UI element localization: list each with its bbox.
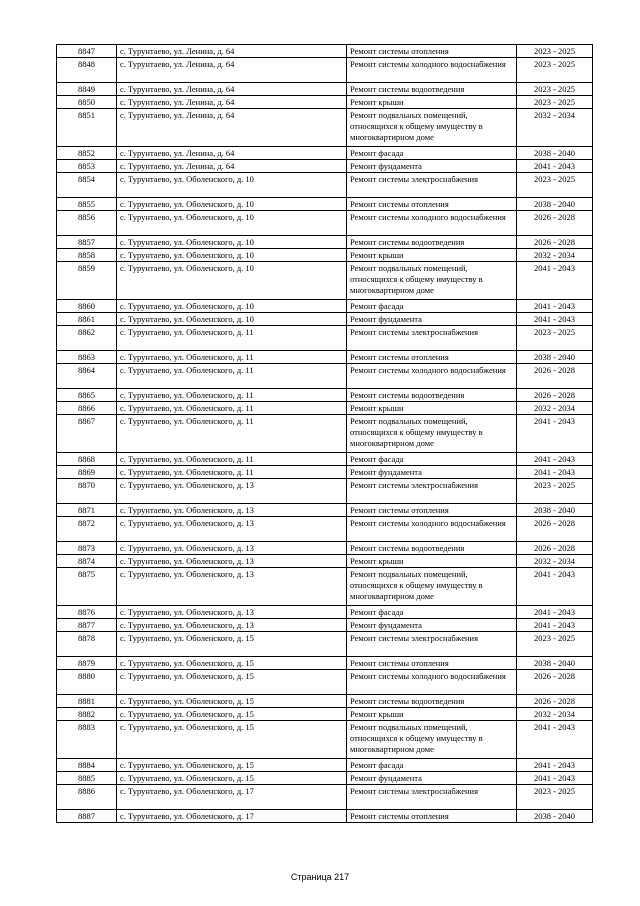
table-row <box>57 708 593 721</box>
row-number: 8854 <box>57 173 117 198</box>
period-cell: 2038 - 2040 <box>517 657 593 670</box>
table-row <box>57 364 593 389</box>
row-number: 8883 <box>57 721 117 759</box>
period-cell: 2026 - 2028 <box>517 364 593 389</box>
table-row <box>57 96 593 109</box>
row-number: 8887 <box>57 810 117 823</box>
table-row <box>57 670 593 695</box>
period-cell: 2026 - 2028 <box>517 670 593 695</box>
address-cell: с. Турунтаево, ул. Оболенского, д. 11 <box>117 364 347 389</box>
table-row <box>57 415 593 453</box>
table-row <box>57 173 593 198</box>
work-type-cell: Ремонт подвальных помещений, относящихся к общему имуществу в многоквартирном доме <box>347 721 517 759</box>
period-cell: 2023 - 2025 <box>517 326 593 351</box>
work-type-cell: Ремонт системы водоотведения <box>347 542 517 555</box>
period-cell: 2041 - 2043 <box>517 313 593 326</box>
row-number: 8855 <box>57 198 117 211</box>
row-number: 8867 <box>57 415 117 453</box>
work-type-cell: Ремонт системы отопления <box>347 657 517 670</box>
work-type-cell: Ремонт системы холодного водоснабжения <box>347 517 517 542</box>
work-type-cell: Ремонт системы холодного водоснабжения <box>347 670 517 695</box>
work-type-cell: Ремонт крыши <box>347 249 517 262</box>
address-cell: с. Турунтаево, ул. Оболенского, д. 10 <box>117 300 347 313</box>
period-cell: 2032 - 2034 <box>517 402 593 415</box>
address-cell: с. Турунтаево, ул. Оболенского, д. 10 <box>117 236 347 249</box>
period-cell: 2023 - 2025 <box>517 45 593 58</box>
work-type-cell: Ремонт крыши <box>347 96 517 109</box>
work-type-cell: Ремонт подвальных помещений, относящихся к общему имуществу в многоквартирном доме <box>347 415 517 453</box>
row-number: 8871 <box>57 504 117 517</box>
row-number: 8861 <box>57 313 117 326</box>
row-number: 8881 <box>57 695 117 708</box>
period-cell: 2041 - 2043 <box>517 568 593 606</box>
period-cell: 2026 - 2028 <box>517 211 593 236</box>
page-number: Страница 217 <box>290 872 350 882</box>
address-cell: с. Турунтаево, ул. Оболенского, д. 10 <box>117 198 347 211</box>
row-number: 8863 <box>57 351 117 364</box>
address-cell: с. Турунтаево, ул. Оболенского, д. 11 <box>117 351 347 364</box>
period-cell: 2041 - 2043 <box>517 759 593 772</box>
work-type-cell: Ремонт фасада <box>347 759 517 772</box>
address-cell: с. Турунтаево, ул. Оболенского, д. 17 <box>117 810 347 823</box>
table-row <box>57 351 593 364</box>
work-type-cell: Ремонт крыши <box>347 402 517 415</box>
table-row <box>57 542 593 555</box>
row-number: 8865 <box>57 389 117 402</box>
period-cell: 2041 - 2043 <box>517 466 593 479</box>
work-type-cell: Ремонт подвальных помещений, относящихся к общему имуществу в многоквартирном доме <box>347 109 517 147</box>
table-row <box>57 619 593 632</box>
row-number: 8878 <box>57 632 117 657</box>
address-cell: с. Турунтаево, ул. Оболенского, д. 10 <box>117 262 347 300</box>
address-cell: с. Турунтаево, ул. Оболенского, д. 13 <box>117 619 347 632</box>
address-cell: с. Турунтаево, ул. Оболенского, д. 10 <box>117 211 347 236</box>
table-row <box>57 402 593 415</box>
work-type-cell: Ремонт системы отопления <box>347 45 517 58</box>
address-cell: с. Турунтаево, ул. Оболенского, д. 11 <box>117 389 347 402</box>
period-cell: 2032 - 2034 <box>517 708 593 721</box>
work-type-cell: Ремонт крыши <box>347 708 517 721</box>
address-cell: с. Турунтаево, ул. Оболенского, д. 15 <box>117 657 347 670</box>
table-row <box>57 695 593 708</box>
address-cell: с. Турунтаево, ул. Ленина, д. 64 <box>117 109 347 147</box>
row-number: 8849 <box>57 83 117 96</box>
row-number: 8851 <box>57 109 117 147</box>
work-type-cell: Ремонт системы водоотведения <box>347 236 517 249</box>
work-type-cell: Ремонт системы водоотведения <box>347 83 517 96</box>
address-cell: с. Турунтаево, ул. Оболенского, д. 15 <box>117 670 347 695</box>
period-cell: 2032 - 2034 <box>517 555 593 568</box>
period-cell: 2038 - 2040 <box>517 504 593 517</box>
period-cell: 2038 - 2040 <box>517 198 593 211</box>
table-row <box>57 147 593 160</box>
work-type-cell: Ремонт фундамента <box>347 313 517 326</box>
work-type-cell: Ремонт фасада <box>347 300 517 313</box>
table-row <box>57 453 593 466</box>
address-cell: с. Турунтаево, ул. Оболенского, д. 15 <box>117 759 347 772</box>
work-type-cell: Ремонт фундамента <box>347 466 517 479</box>
work-type-cell: Ремонт фасада <box>347 453 517 466</box>
period-cell: 2038 - 2040 <box>517 810 593 823</box>
table-row <box>57 160 593 173</box>
address-cell: с. Турунтаево, ул. Ленина, д. 64 <box>117 45 347 58</box>
table-row <box>57 555 593 568</box>
row-number: 8858 <box>57 249 117 262</box>
address-cell: с. Турунтаево, ул. Ленина, д. 64 <box>117 58 347 83</box>
work-type-cell: Ремонт фасада <box>347 606 517 619</box>
work-type-cell: Ремонт фундамента <box>347 619 517 632</box>
table-row <box>57 326 593 351</box>
period-cell: 2026 - 2028 <box>517 389 593 402</box>
table-row <box>57 606 593 619</box>
period-cell: 2023 - 2025 <box>517 785 593 810</box>
row-number: 8859 <box>57 262 117 300</box>
work-type-cell: Ремонт системы холодного водоснабжения <box>347 211 517 236</box>
work-type-cell: Ремонт фасада <box>347 147 517 160</box>
period-cell: 2041 - 2043 <box>517 619 593 632</box>
row-number: 8879 <box>57 657 117 670</box>
period-cell: 2023 - 2025 <box>517 83 593 96</box>
work-type-cell: Ремонт системы электроснабжения <box>347 479 517 504</box>
period-cell: 2038 - 2040 <box>517 351 593 364</box>
address-cell: с. Турунтаево, ул. Оболенского, д. 10 <box>117 173 347 198</box>
table-row <box>57 58 593 83</box>
address-cell: с. Турунтаево, ул. Оболенского, д. 11 <box>117 415 347 453</box>
row-number: 8857 <box>57 236 117 249</box>
row-number: 8866 <box>57 402 117 415</box>
row-number: 8873 <box>57 542 117 555</box>
work-type-cell: Ремонт системы водоотведения <box>347 389 517 402</box>
row-number: 8864 <box>57 364 117 389</box>
address-cell: с. Турунтаево, ул. Оболенского, д. 15 <box>117 695 347 708</box>
row-number: 8847 <box>57 45 117 58</box>
row-number: 8885 <box>57 772 117 785</box>
address-cell: с. Турунтаево, ул. Оболенского, д. 13 <box>117 606 347 619</box>
table-row <box>57 657 593 670</box>
address-cell: с. Турунтаево, ул. Ленина, д. 64 <box>117 96 347 109</box>
table-row <box>57 772 593 785</box>
period-cell: 2041 - 2043 <box>517 606 593 619</box>
table-row <box>57 83 593 96</box>
row-number: 8853 <box>57 160 117 173</box>
period-cell: 2023 - 2025 <box>517 96 593 109</box>
table-row <box>57 759 593 772</box>
row-number: 8860 <box>57 300 117 313</box>
address-cell: с. Турунтаево, ул. Оболенского, д. 13 <box>117 479 347 504</box>
table-body <box>57 45 593 823</box>
table-row <box>57 211 593 236</box>
table-row <box>57 479 593 504</box>
work-type-cell: Ремонт системы отопления <box>347 351 517 364</box>
table-row <box>57 249 593 262</box>
period-cell: 2026 - 2028 <box>517 542 593 555</box>
address-cell: с. Турунтаево, ул. Ленина, д. 64 <box>117 160 347 173</box>
period-cell: 2026 - 2028 <box>517 236 593 249</box>
address-cell: с. Турунтаево, ул. Оболенского, д. 15 <box>117 721 347 759</box>
work-type-cell: Ремонт системы электроснабжения <box>347 632 517 657</box>
row-number: 8868 <box>57 453 117 466</box>
work-type-cell: Ремонт системы отопления <box>347 504 517 517</box>
work-type-cell: Ремонт системы электроснабжения <box>347 173 517 198</box>
address-cell: с. Турунтаево, ул. Оболенского, д. 13 <box>117 542 347 555</box>
address-cell: с. Турунтаево, ул. Ленина, д. 64 <box>117 83 347 96</box>
table-row <box>57 721 593 759</box>
address-cell: с. Турунтаево, ул. Оболенского, д. 11 <box>117 402 347 415</box>
row-number: 8870 <box>57 479 117 504</box>
address-cell: с. Турунтаево, ул. Оболенского, д. 15 <box>117 708 347 721</box>
table-row <box>57 236 593 249</box>
address-cell: с. Турунтаево, ул. Оболенского, д. 17 <box>117 785 347 810</box>
period-cell: 2023 - 2025 <box>517 479 593 504</box>
address-cell: с. Турунтаево, ул. Оболенского, д. 10 <box>117 313 347 326</box>
work-type-cell: Ремонт системы электроснабжения <box>347 326 517 351</box>
table-row <box>57 517 593 542</box>
row-number: 8856 <box>57 211 117 236</box>
address-cell: с. Турунтаево, ул. Оболенского, д. 13 <box>117 555 347 568</box>
address-cell: с. Турунтаево, ул. Оболенского, д. 11 <box>117 453 347 466</box>
address-cell: с. Турунтаево, ул. Оболенского, д. 13 <box>117 504 347 517</box>
period-cell: 2032 - 2034 <box>517 249 593 262</box>
address-cell: с. Турунтаево, ул. Оболенского, д. 13 <box>117 568 347 606</box>
row-number: 8876 <box>57 606 117 619</box>
period-cell: 2038 - 2040 <box>517 147 593 160</box>
period-cell: 2023 - 2025 <box>517 58 593 83</box>
period-cell: 2026 - 2028 <box>517 517 593 542</box>
row-number: 8875 <box>57 568 117 606</box>
row-number: 8882 <box>57 708 117 721</box>
address-cell: с. Турунтаево, ул. Оболенского, д. 13 <box>117 517 347 542</box>
period-cell: 2041 - 2043 <box>517 300 593 313</box>
period-cell: 2023 - 2025 <box>517 173 593 198</box>
period-cell: 2041 - 2043 <box>517 453 593 466</box>
period-cell: 2023 - 2025 <box>517 632 593 657</box>
work-type-cell: Ремонт системы электроснабжения <box>347 785 517 810</box>
work-type-cell: Ремонт системы водоотведения <box>347 695 517 708</box>
repair-schedule-table <box>56 44 593 823</box>
table-row <box>57 785 593 810</box>
row-number: 8850 <box>57 96 117 109</box>
row-number: 8877 <box>57 619 117 632</box>
period-cell: 2041 - 2043 <box>517 262 593 300</box>
row-number: 8848 <box>57 58 117 83</box>
period-cell: 2041 - 2043 <box>517 160 593 173</box>
address-cell: с. Турунтаево, ул. Ленина, д. 64 <box>117 147 347 160</box>
row-number: 8862 <box>57 326 117 351</box>
row-number: 8886 <box>57 785 117 810</box>
table-row <box>57 198 593 211</box>
row-number: 8852 <box>57 147 117 160</box>
address-cell: с. Турунтаево, ул. Оболенского, д. 15 <box>117 632 347 657</box>
work-type-cell: Ремонт системы холодного водоснабжения <box>347 58 517 83</box>
work-type-cell: Ремонт системы отопления <box>347 810 517 823</box>
row-number: 8872 <box>57 517 117 542</box>
table-row <box>57 568 593 606</box>
work-type-cell: Ремонт системы отопления <box>347 198 517 211</box>
table-row <box>57 313 593 326</box>
row-number: 8869 <box>57 466 117 479</box>
period-cell: 2032 - 2034 <box>517 109 593 147</box>
period-cell: 2026 - 2028 <box>517 695 593 708</box>
period-cell: 2041 - 2043 <box>517 415 593 453</box>
table-row <box>57 504 593 517</box>
address-cell: с. Турунтаево, ул. Оболенского, д. 10 <box>117 249 347 262</box>
table-row <box>57 632 593 657</box>
table-row <box>57 262 593 300</box>
work-type-cell: Ремонт фундамента <box>347 772 517 785</box>
work-type-cell: Ремонт системы холодного водоснабжения <box>347 364 517 389</box>
address-cell: с. Турунтаево, ул. Оболенского, д. 11 <box>117 326 347 351</box>
table-row <box>57 109 593 147</box>
work-type-cell: Ремонт подвальных помещений, относящихся к общему имуществу в многоквартирном доме <box>347 262 517 300</box>
row-number: 8874 <box>57 555 117 568</box>
work-type-cell: Ремонт подвальных помещений, относящихся к общему имуществу в многоквартирном доме <box>347 568 517 606</box>
row-number: 8880 <box>57 670 117 695</box>
period-cell: 2041 - 2043 <box>517 721 593 759</box>
work-type-cell: Ремонт фундамента <box>347 160 517 173</box>
table-row <box>57 389 593 402</box>
address-cell: с. Турунтаево, ул. Оболенского, д. 15 <box>117 772 347 785</box>
work-type-cell: Ремонт крыши <box>347 555 517 568</box>
table-row <box>57 45 593 58</box>
address-cell: с. Турунтаево, ул. Оболенского, д. 11 <box>117 466 347 479</box>
table-row <box>57 466 593 479</box>
table-row <box>57 300 593 313</box>
period-cell: 2041 - 2043 <box>517 772 593 785</box>
row-number: 8884 <box>57 759 117 772</box>
table-row <box>57 810 593 823</box>
